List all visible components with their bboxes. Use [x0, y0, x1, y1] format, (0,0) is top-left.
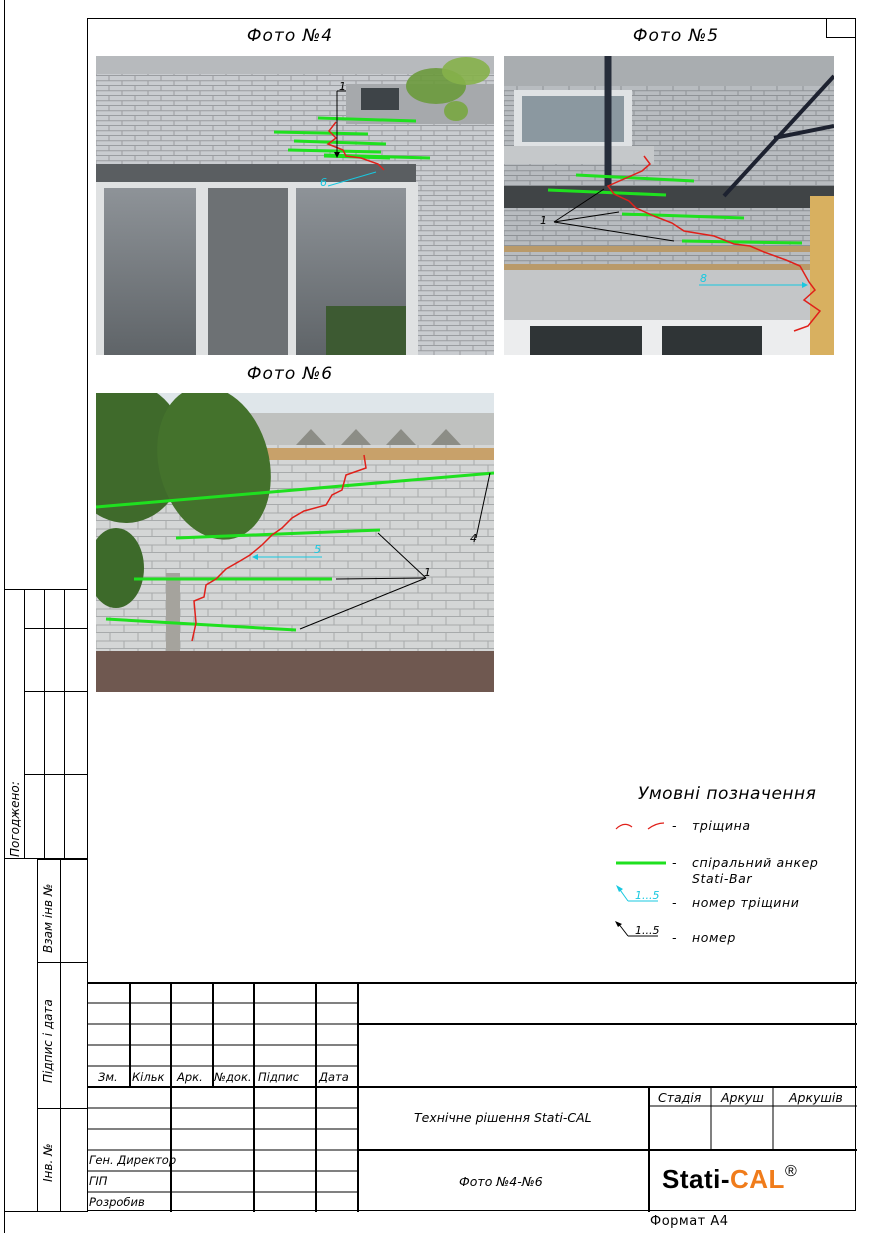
agreed-label: Погоджено:	[8, 781, 22, 857]
legend-dash-1: -	[672, 818, 678, 833]
photo-5-title: Фото №5	[632, 26, 720, 46]
legend-crack-number-sample: 1...5	[635, 889, 660, 902]
photo-5-anchor-label: 1	[540, 214, 547, 227]
legend-number-text: номер	[692, 930, 736, 945]
agreed-col-line2	[44, 589, 45, 859]
legend-dash-3: -	[672, 895, 678, 910]
legend-number-sample: 1...5	[635, 924, 660, 937]
stati-cal-logo	[662, 1163, 797, 1195]
tb-header-sheet: Арк.	[177, 1070, 203, 1084]
tb-role-developer: Розробив	[89, 1195, 145, 1209]
agreed-col-line3	[64, 589, 65, 859]
agreed-row-line3	[24, 774, 88, 775]
photo-5-image	[504, 56, 834, 355]
photo-6	[96, 393, 494, 692]
legend-symbols	[612, 815, 672, 945]
sign-date-label: Підпис і дата	[41, 999, 55, 1083]
legend-anchor-text: спіральний анкер	[692, 855, 819, 870]
tb-project-title: Технічне рішення Stati-CAL	[414, 1110, 592, 1125]
legend-crack-number-text: номер тріщини	[692, 895, 800, 910]
photo-5-crack-label: 8	[700, 272, 707, 285]
tb-header-doc: №док.	[214, 1070, 252, 1084]
inv-replace-label: Взам інв №	[41, 883, 55, 953]
agreed-row-line1	[24, 628, 88, 629]
agreed-col-line1	[24, 589, 25, 859]
photo-4	[96, 56, 494, 355]
photo-4-title: Фото №4	[246, 26, 334, 46]
legend-crack-symbol	[616, 824, 632, 829]
photo-6-crack-label: 5	[314, 543, 321, 556]
logo-part-a: Stati-	[662, 1164, 730, 1194]
legend-crack-text: тріщина	[692, 818, 751, 833]
legend-dash-4: -	[672, 930, 678, 945]
side-lower-row1	[37, 962, 88, 963]
legend-dash-2: -	[672, 855, 678, 870]
legend-anchor-text2: Stati-Bar	[692, 871, 753, 886]
photo-6-title: Фото №6	[246, 364, 334, 384]
photo-4-anchor-label: 1	[339, 80, 346, 93]
tb-role-gip: ГІП	[89, 1174, 108, 1188]
tb-header-change: Зм.	[98, 1070, 118, 1084]
tb-stage-label: Стадія	[658, 1090, 702, 1105]
logo-part-b: CAL	[730, 1164, 785, 1194]
photo-6-number-label: 4	[470, 532, 477, 545]
tb-sheet-label: Аркуш	[721, 1090, 764, 1105]
legend-title: Умовні позначення	[638, 784, 817, 804]
corner-box	[826, 18, 856, 38]
photo-6-anchor-label: 1	[424, 566, 431, 579]
agreed-row-line2	[24, 691, 88, 692]
tb-header-date: Дата	[319, 1070, 349, 1084]
photo-4-image	[96, 56, 494, 355]
photo-4-crack-label: 6	[320, 176, 327, 189]
tb-sheets-label: Аркушів	[789, 1090, 843, 1105]
side-lower-row2	[37, 1108, 88, 1109]
tb-role-director: Ген. Директор	[89, 1153, 177, 1167]
format-label: Формат А4	[650, 1214, 729, 1229]
logo-registered: ®	[784, 1163, 798, 1180]
tb-header-signature: Підпис	[258, 1070, 300, 1084]
photo-5	[504, 56, 834, 355]
photo-6-image	[96, 393, 494, 692]
side-lower-divider	[60, 859, 61, 1212]
inv-no-label: Інв. №	[41, 1143, 55, 1182]
tb-sheet-title: Фото №4-№6	[459, 1174, 543, 1189]
tb-header-qty: Кільк	[132, 1070, 165, 1084]
